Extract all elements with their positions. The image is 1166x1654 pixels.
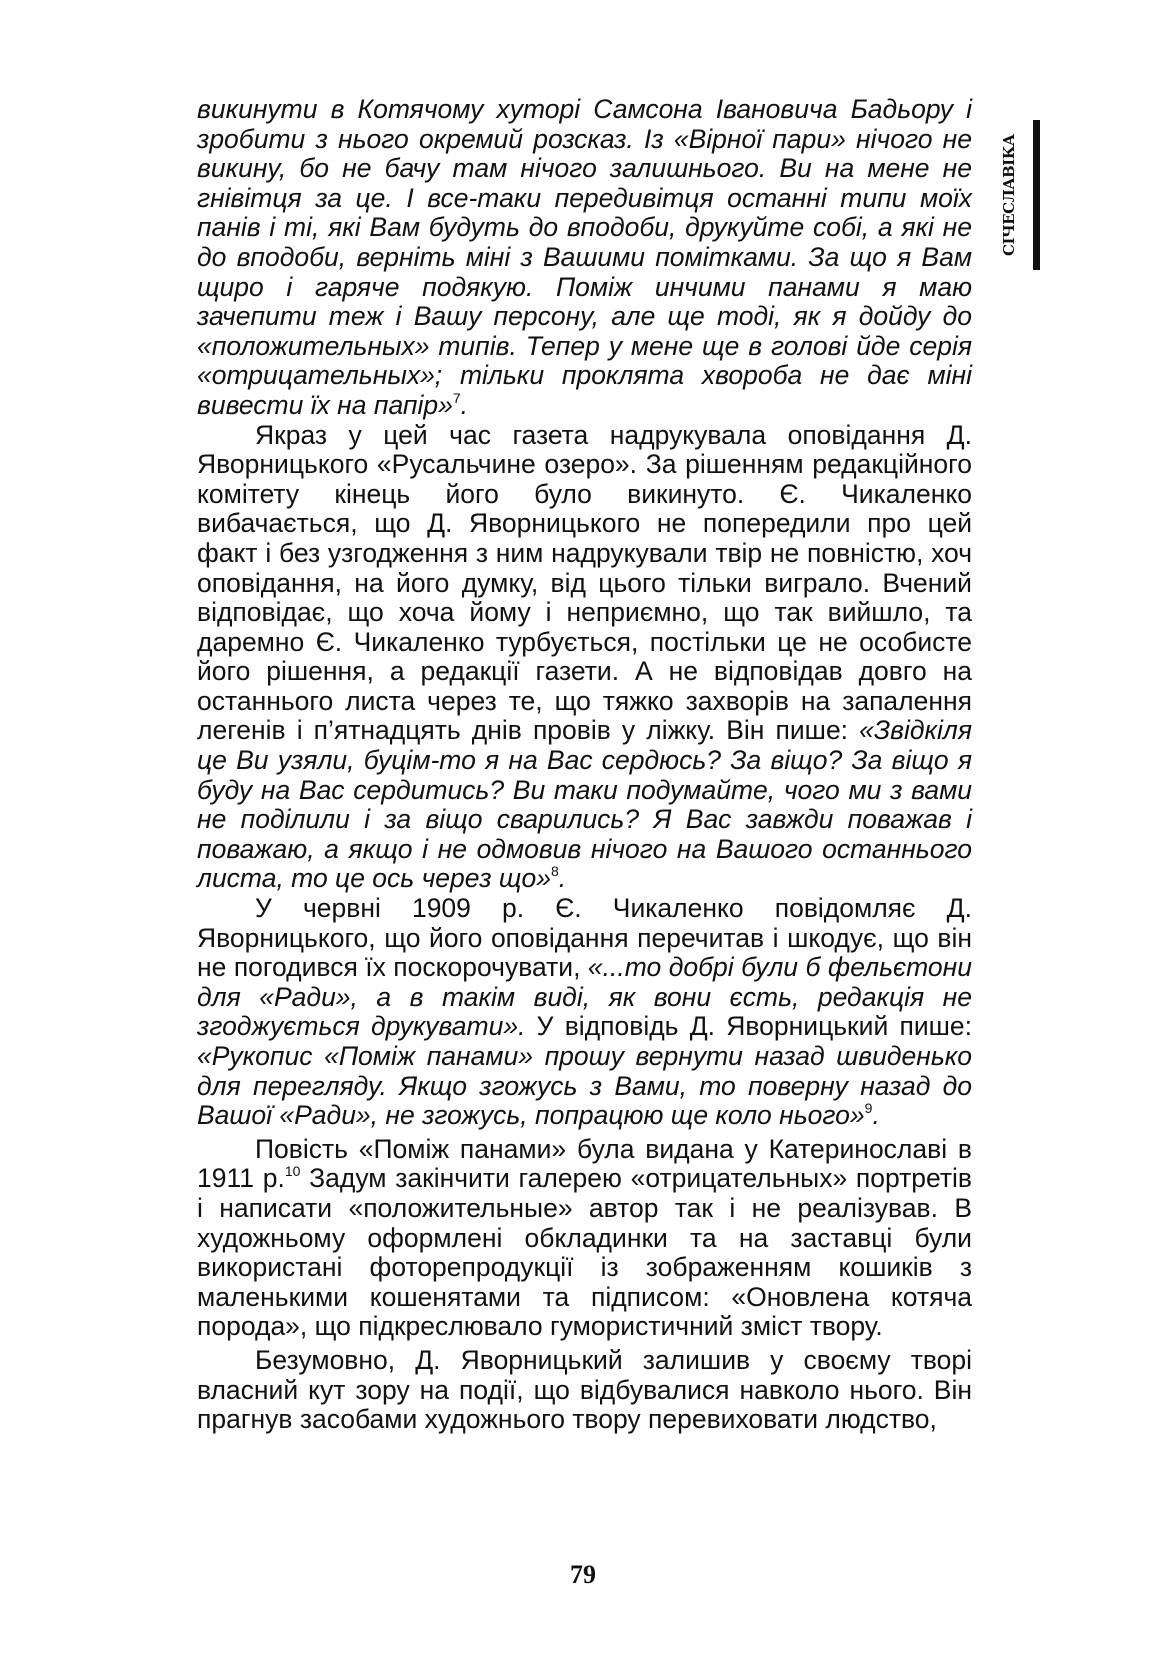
quote-1: викинути в Котячому хуторі Самсона Івановича Бадьору і зробити з нього окремий розсказ. Із «Вірної пари» нічого не викину, бо не бачу там нічого залишнього. Ви на мене не гнівітця за це. І все-таки передивітця останні типи моїх панів і ті, які Вам будуть до вподоби, друкуйте собі, а які не до вподоби, верніть міні з Вашими помітками. За що я Вам щиро і гаряче подякую. Поміж инчими панами я маю зачепити теж і Вашу персону, але ще тоді, як я дойду до «положительных» типів. Тепер у мене ще в голові йде серія «отрицательных»; тільки проклята хвороба не дає міні вивести їх на папір» [197,94,972,420]
paragraph-4 [197,1135,972,1342]
paragraph-2 [197,421,972,895]
quote-3-end: . [872,1100,880,1131]
quote-3b: «Рукопис «Поміж панами» прошу вернути назад швиденько для перегляду. Якщо згожусь з Вами, то поверну назад до Вашої «Ради», не згожусь, попрацюю ще коло нього» [197,1041,972,1131]
paragraph-3-text-a: У червні 1909 р. Є. Чикаленко повідомляє Д. Яворницького, що його оповідання перечитав і шкодує, що він не погодився їх поскорочувати, [197,893,972,983]
journal-logo-text: СІЧЕСЛАВІКА [1000,134,1018,256]
main-text [197,95,972,1435]
paragraph-5: Безумовно, Д. Яворницький залишив у своєму творі власний кут зору на події, що відбувалися навколо нього. Він прагнув засобами художнього твору перевиховати людство, [197,1344,972,1435]
paragraph-4-text-b: Задум закінчити галерею «отрицательных» портретів і написати «положительные» автор так і не реалізував. В художньому оформлені обкладинки та на заставці були використані фоторепродукції із зображенням кошиків з маленькими кошенятами та підписом: «Оновлена котяча порода», що підкреслювало гумористичний зміст твору. [197,1163,972,1342]
quote-3a: «...то добрі були б фельєтони для «Ради», а в такім виді, як вони єсть, редакція не згоджується друкувати». [197,952,972,1042]
page-number: 79 [570,1560,596,1589]
paragraph-3-text-b: У відповідь Д. Яворницький пише: [525,1011,972,1042]
footnote-ref-8: 8 [550,863,559,880]
footnote-ref-7: 7 [452,389,461,406]
footnote-ref-9: 9 [864,1100,873,1117]
paragraph-2-text: Якраз у цей час газета надрукувала оповідання Д. Яворницького «Русальчине озеро». За рішенням редакційного комітету кінець його було викинуто. Є. Чикаленко вибачається, що Д. Яворницького не попередили про цей факт і без узгодження з ним надрукували твір не повністю, хоч оповідання, на його думку, від цього тільки виграло. Вчений відповідає, що хоча йому і неприємно, що так вийшло, та даремно Є. Чикаленко турбується, постільки це не особисте його рішення, а редакції газети. А не відповідав довго на останнього листа через те, що тяжко захворів на запалення легенів і п’ятнадцять днів провів у ліжку. Він пише: [197,419,972,746]
quote-2: «Звідкіля це Ви узяли, буцім-то я на Вас сердюсь? За віщо? За віщо я буду на Вас сердитись? Ви таки подумайте, чого ми з вами не поділили і за віщо сварились? Я Вас завжди поважав і поважаю, а якщо і не одмовив нічого на Вашого останнього листа, то це ось через що» [197,715,972,894]
paragraph-3 [197,894,972,1131]
quote-1-end: . [460,389,469,420]
logo-rule [1033,120,1040,270]
paragraph-4-text-a: Повість «Поміж панами» була видана у Катеринославі в 1911 р. [197,1133,972,1194]
quote-2-end: . [558,863,567,894]
journal-logo [1000,120,1044,270]
footnote-ref-10: 10 [284,1163,301,1180]
paragraph-1 [197,95,972,421]
